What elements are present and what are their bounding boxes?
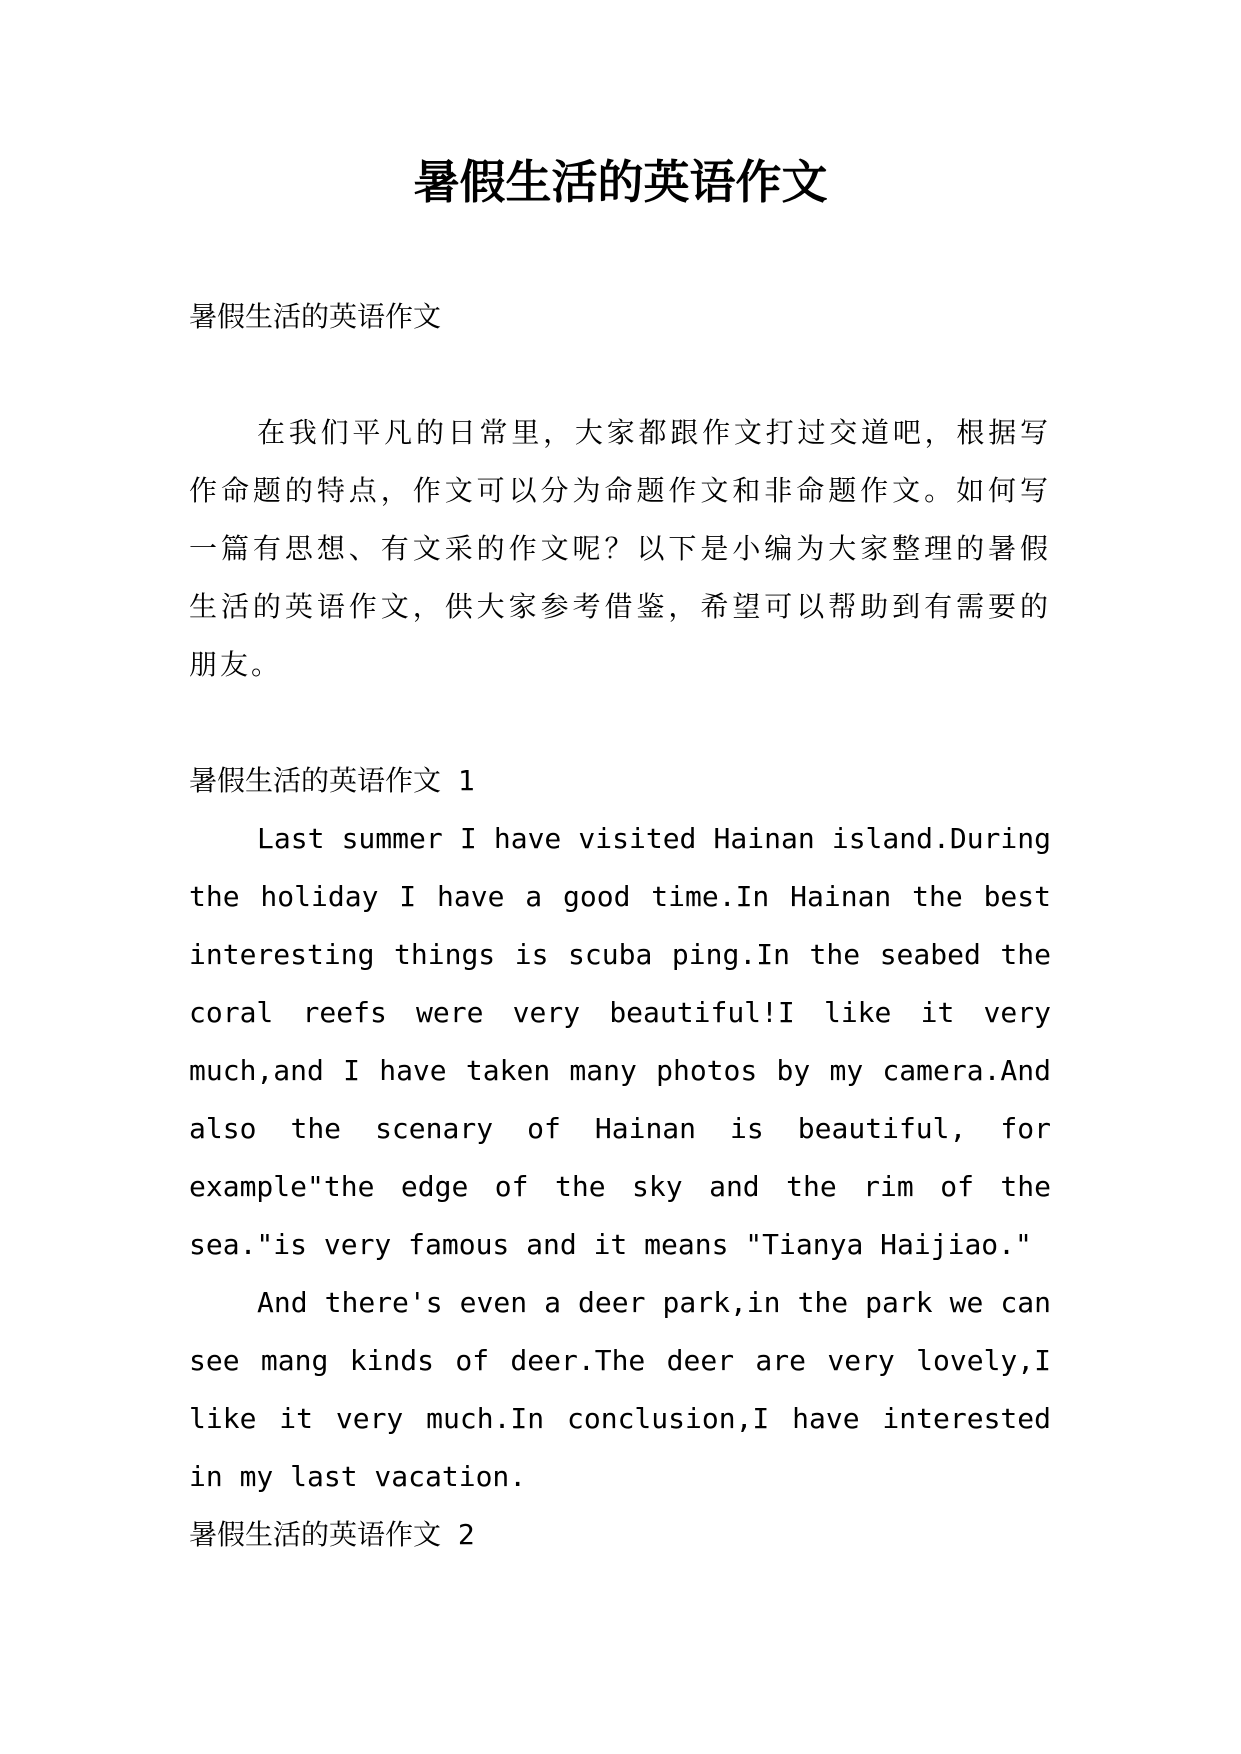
section-heading-2: 暑假生活的英语作文 2 xyxy=(189,1518,475,1551)
document-subtitle: 暑假生活的英语作文 xyxy=(189,300,442,333)
essay-1-paragraph-1: Last summer I have visited Hainan island.During the holiday I have a good time.In Hainan the best interesting things is scuba ping.In the seabed the coral reefs were very beautiful!I like it very much,and I have taken many photos by my camera.And also the scenary of Hainan is beautiful, for example"the edge of the sky and the rim of the sea."is very famous and it means "Tianya Haijiao." xyxy=(189,822,1051,1261)
section-heading-1: 暑假生活的英语作文 1 xyxy=(189,764,475,797)
document-title: 暑假生活的英语作文 xyxy=(413,155,828,209)
essay-1-paragraph-2: And there's even a deer park,in the park we can see mang kinds of deer.The deer are very lovely,I like it very much.In conclusion,I have interested in my last vacation. xyxy=(189,1286,1051,1493)
intro-paragraph: 在我们平凡的日常里，大家都跟作文打过交道吧，根据写作命题的特点，作文可以分为命题作文和非命题作文。如何写一篇有思想、有文采的作文呢？以下是小编为大家整理的暑假生活的英语作文，供大家参考借鉴，希望可以帮助到有需要的朋友。 xyxy=(189,416,1051,681)
